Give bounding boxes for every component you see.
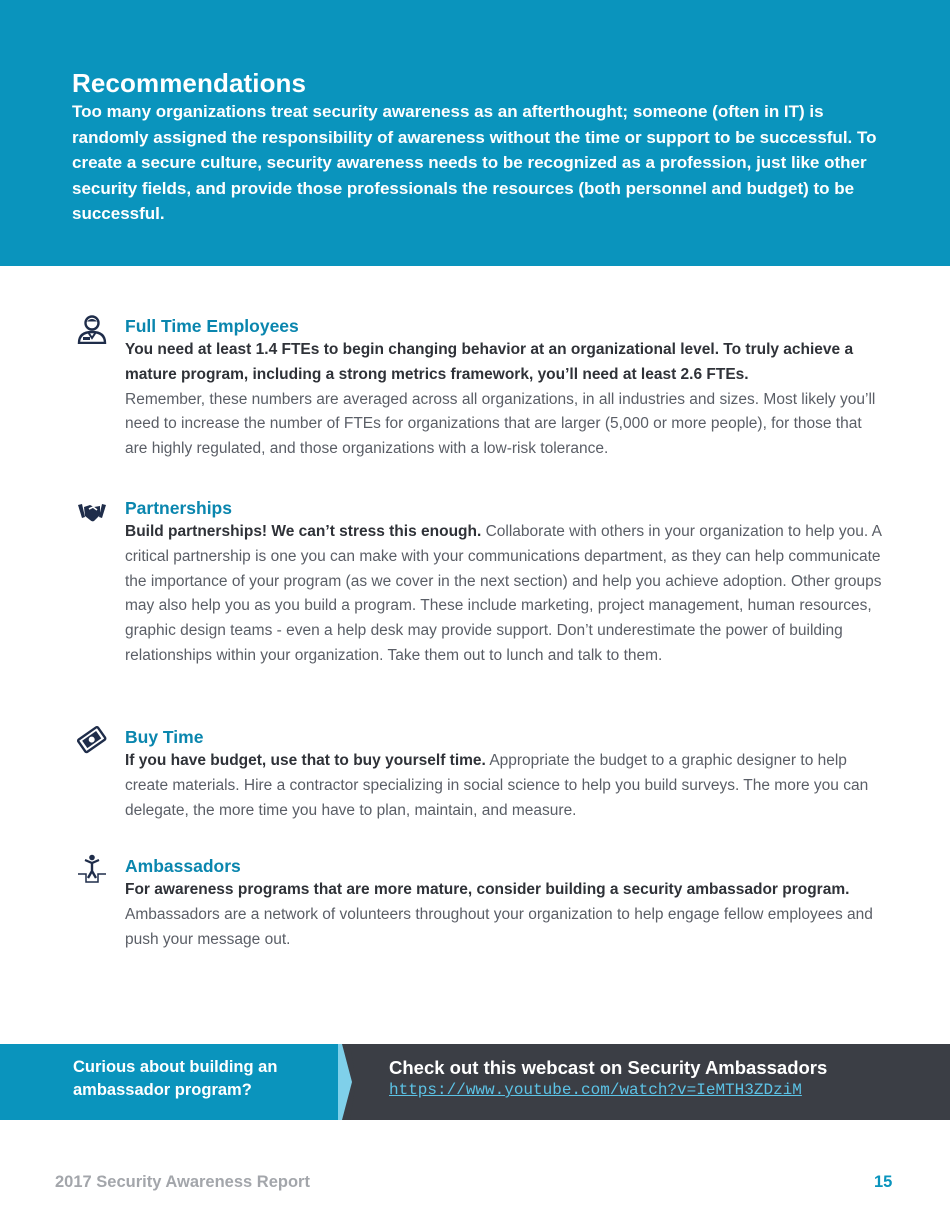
section-detail: Remember, these numbers are averaged across all organizations, in all industries and sizes. Most likely you’ll need to increase the number of FTEs for organizations that are larger (5,000 or more people), for those that are highly regulated, and those organizations with a low-risk tolerance. xyxy=(125,390,876,458)
section-title: Buy Time xyxy=(125,727,204,747)
section-title: Ambassadors xyxy=(125,856,241,876)
section-text xyxy=(125,520,885,669)
money-icon xyxy=(76,725,108,755)
section-title: Partnerships xyxy=(125,498,232,518)
webcast-link[interactable]: https://www.youtube.com/watch?v=IeMTH3ZDziM xyxy=(389,1081,802,1099)
handshake-icon xyxy=(76,496,108,526)
ambassador-podium-icon xyxy=(76,854,108,884)
section-title: Full Time Employees xyxy=(125,316,299,336)
section-text xyxy=(125,878,885,952)
intro-paragraph: Too many organizations treat security awareness as an afterthought; someone (often in IT) is randomly assigned the responsibility of awareness without the time or support to be successful. To create a secure culture, security awareness needs to be recognized as a profession, just like other security fields, and provide those professionals the resources (both personnel and budget) to be successful. xyxy=(72,102,877,223)
section-detail: Collaborate with others in your organization to help you. A critical partnership is one you can make with your communications department, as they can help communicate the importance of your program (as we cover in the next section) and help you achieve adoption. Other groups may also help you as you build a program. These include marketing, project management, human resources, graphic design teams - even a help desk may provide support. Don’t underestimate the power of building relationships within your organization. Take them out to lunch and talk to them. xyxy=(125,523,882,664)
banner-arrow-divider xyxy=(336,1044,356,1120)
section-text xyxy=(125,338,885,462)
section-detail: Ambassadors are a network of volunteers throughout your organization to help engage fellow employees and push your message out. xyxy=(125,905,873,948)
section-lead: If you have budget, use that to buy yourself time. xyxy=(125,752,486,769)
recommendations-header xyxy=(0,0,950,266)
section-text xyxy=(125,749,885,823)
webcast-heading: Check out this webcast on Security Ambassadors xyxy=(389,1057,828,1078)
report-title-footer: 2017 Security Awareness Report xyxy=(55,1173,310,1191)
employee-icon xyxy=(76,314,108,344)
section-lead: Build partnerships! We can’t stress this enough. xyxy=(125,523,482,540)
page-title: Recommendations xyxy=(72,68,307,98)
section-lead: You need at least 1.4 FTEs to begin changing behavior at an organizational level. To truly achieve a mature program, including a strong metrics framework, you’ll need at least 2.6 FTEs. xyxy=(125,341,854,383)
section-detail: Appropriate the budget to a graphic designer to help create materials. Hire a contractor specializing in social science to help you build surveys. The more you can delegate, the more time you have to plan, maintain, and measure. xyxy=(125,752,869,819)
page-number: 15 xyxy=(874,1173,893,1191)
section-lead: For awareness programs that are more mature, consider building a security ambassador program. xyxy=(125,881,850,898)
callout-question: Curious about building an ambassador program? xyxy=(73,1058,278,1099)
